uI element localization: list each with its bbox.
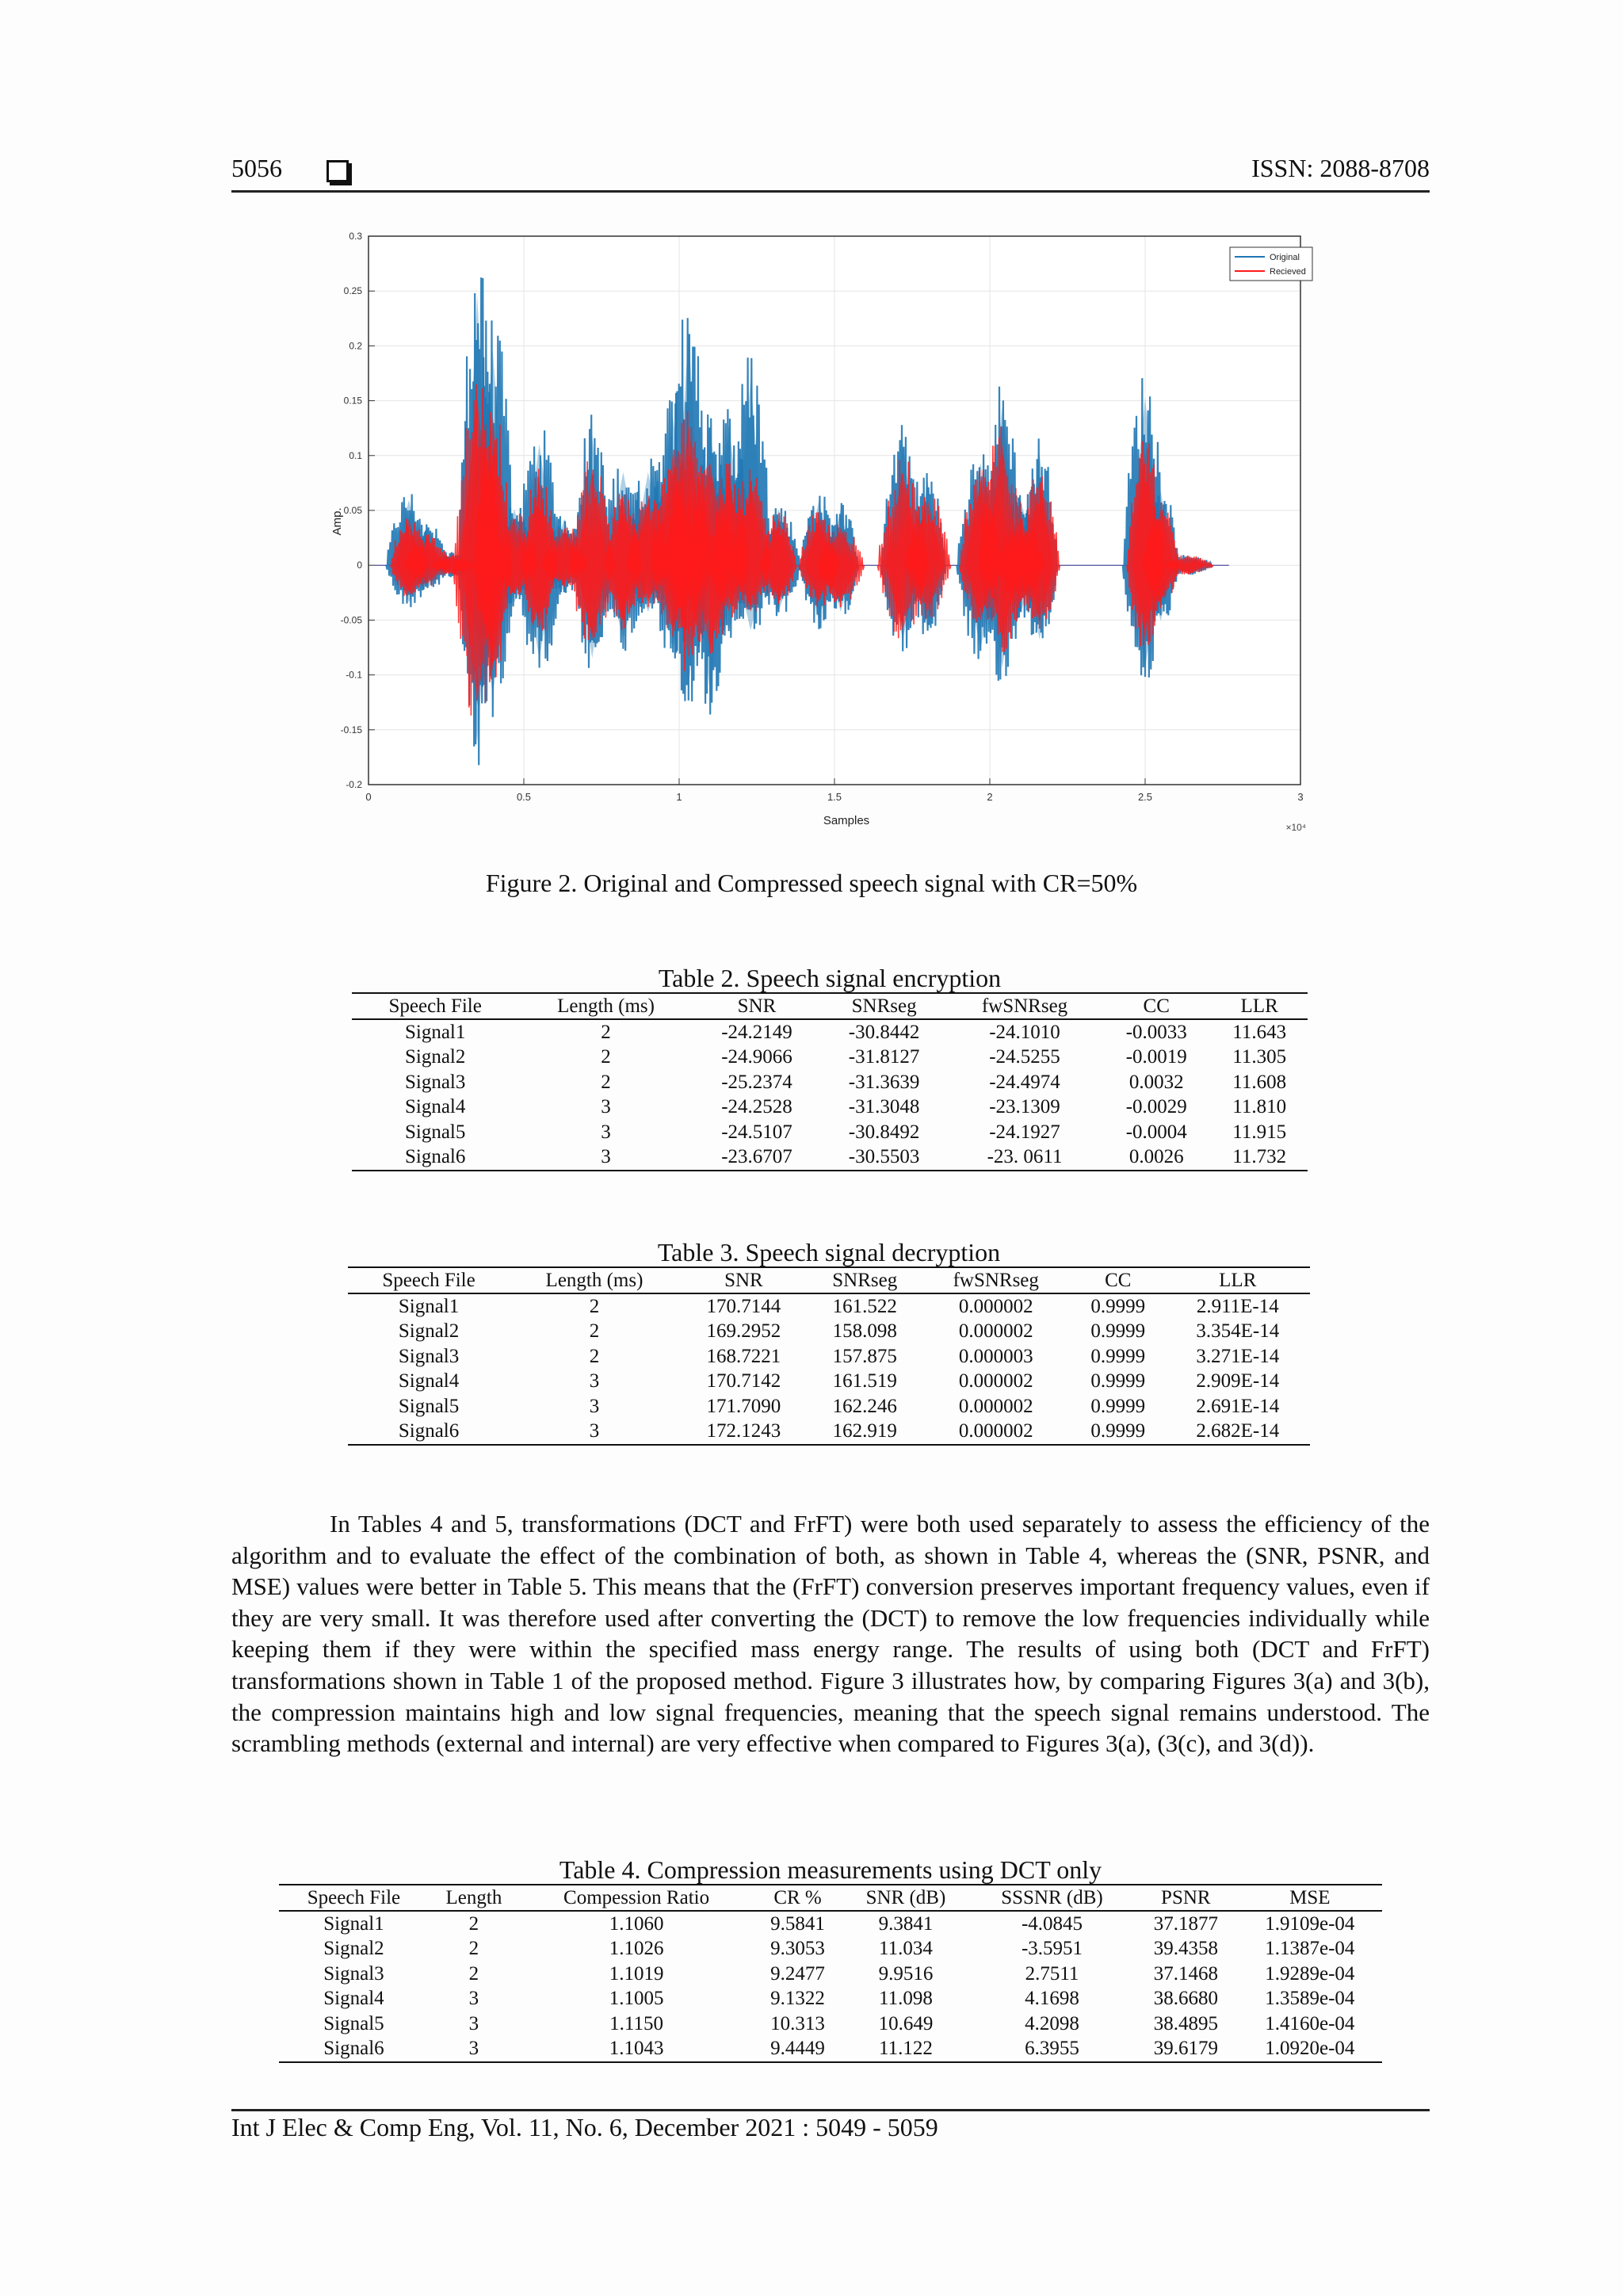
table-header-cell: SNR — [679, 1267, 808, 1293]
table-cell: 3.354E-14 — [1196, 1320, 1280, 1343]
table-cell: 6.3955 — [970, 2037, 1134, 2063]
y-tick-label: -0.15 — [340, 724, 362, 735]
table-cell: 2 — [468, 1912, 479, 1935]
table-2 — [352, 964, 1308, 1171]
table-cell: 1.0920e-04 — [1238, 2037, 1382, 2063]
y-tick-label: 0 — [357, 560, 362, 571]
table-cell: 2 — [468, 1938, 479, 1960]
table-cell: 170.7144 — [706, 1295, 781, 1317]
table-row — [348, 1419, 1310, 1446]
table-cell: -30.8492 — [848, 1121, 920, 1143]
table-cell: 2 — [601, 1071, 611, 1093]
table-row — [348, 1320, 1310, 1345]
table-cell: 3 — [601, 1096, 611, 1118]
table-cell: 38.4895 — [1153, 2012, 1218, 2034]
table-cell: 11.305 — [1232, 1046, 1287, 1068]
table-cell: Signal6 — [348, 1419, 510, 1446]
table-cell: Signal3 — [323, 1962, 384, 1985]
table-cell: 2 — [468, 1962, 479, 1985]
y-tick-label: 0.15 — [343, 395, 362, 407]
table-cell: -24.4974 — [989, 1071, 1060, 1093]
table-cell: 2 — [589, 1320, 600, 1343]
table-row — [348, 1293, 1310, 1320]
y-tick-label: 0.1 — [349, 449, 362, 461]
table-row — [279, 1962, 1382, 1987]
table-cell: 3 — [589, 1370, 600, 1392]
table-cell: 1.1026 — [609, 1938, 664, 1960]
figure-caption: Figure 2. Original and Compressed speech signal with CR=50% — [485, 869, 1138, 897]
x-tick-label: 1 — [676, 791, 682, 803]
table-cell: 168.7221 — [706, 1345, 781, 1367]
table-cell: 1.4160e-04 — [1265, 2012, 1355, 2034]
table-header-cell: SNR (dB) — [842, 1885, 970, 1911]
table-cell: 2.911E-14 — [1196, 1295, 1279, 1317]
y-tick-label: 0.05 — [343, 505, 362, 516]
table-cell: 9.3053 — [770, 1938, 825, 1960]
table-cell: -30.8442 — [848, 1021, 920, 1043]
table-header-cell: Speech File — [352, 993, 518, 1019]
table-cell: 161.522 — [832, 1295, 897, 1317]
table-header-cell: CR % — [754, 1885, 842, 1911]
table-cell: 11.608 — [1232, 1071, 1287, 1093]
table-cell: 0.9999 — [1071, 1419, 1166, 1446]
table-row — [352, 1145, 1308, 1171]
y-tick-label: 0.3 — [349, 231, 362, 242]
table-cell: 10.313 — [770, 2012, 825, 2034]
table-cell: Signal4 — [398, 1370, 460, 1392]
table-header-cell: CC — [1102, 993, 1211, 1019]
table-cell: 2 — [601, 1021, 611, 1043]
table-cell: 0.000002 — [958, 1320, 1033, 1343]
table-cell: -24.9066 — [721, 1046, 792, 1068]
table-header-cell: Length (ms) — [510, 1267, 679, 1293]
table-cell: 0.000002 — [958, 1370, 1033, 1392]
table-cell: 9.9516 — [878, 1962, 934, 1985]
table-cell: Signal4 — [404, 1096, 466, 1118]
table-cell: 157.875 — [832, 1345, 897, 1367]
table-cell: 1.3589e-04 — [1265, 1988, 1355, 2010]
table-cell: 1.1019 — [609, 1962, 664, 1985]
table-cell: 11.643 — [1232, 1021, 1287, 1043]
table-cell: 9.5841 — [770, 1912, 825, 1935]
table-cell: 11.098 — [879, 1988, 933, 2010]
body-paragraph: In Tables 4 and 5, transformations (DCT and FrFT) were both used separately to assess the efficiency of the algorithm and to evaluate the effect of the combination of both, as shown in Table 4, whereas the (SNR, PSNR, and MSE) values were better in Table 5. This means that the (FrFT) conversion preserves important frequency values, even if they are very small. It was therefore used after converting the (DCT) to remove the low frequencies individually while keeping them if they were within the specified mass energy range. The results of using both (DCT and FrFT) transformations shown in Table 1 of the proposed method. Figure 3 illustrates how, by comparing Figures 3(a) and 3(b), the compression maintains high and low signal frequencies, meaning that the speech signal remains understood. The scrambling methods (external and internal) are very effective when compared to Figures 3(a), (3(c), and 3(d)). — [231, 1510, 1430, 1758]
table-header-cell: MSE — [1238, 1885, 1382, 1911]
table-cell: 2 — [589, 1295, 600, 1317]
table-cell: 37.1877 — [1153, 1912, 1218, 1935]
table-cell: -3.5951 — [1021, 1938, 1083, 1960]
table-cell: 0.0032 — [1128, 1071, 1184, 1093]
table-cell: 11.915 — [1232, 1121, 1287, 1143]
table-header-cell: LLR — [1166, 1267, 1310, 1293]
table-cell: 38.6680 — [1153, 1988, 1218, 2010]
table-cell: 162.919 — [808, 1419, 922, 1446]
table-cell: 162.246 — [832, 1395, 897, 1417]
table-cell: Signal5 — [323, 2012, 384, 2034]
table-2-title: Table 2. Speech signal encryption — [658, 964, 1002, 992]
table-cell: 3 — [468, 2012, 479, 2034]
table-cell: Signal5 — [404, 1121, 466, 1143]
table-cell: -0.0004 — [1125, 1121, 1187, 1143]
y-tick-label: -0.1 — [346, 669, 362, 681]
table-cell: 158.098 — [832, 1320, 897, 1343]
journal-citation: Int J Elec & Comp Eng, Vol. 11, No. 6, December 2021 : 5049 - 5059 — [231, 2113, 938, 2141]
table-cell: 3.271E-14 — [1196, 1345, 1280, 1367]
table-cell: 1.9109e-04 — [1265, 1912, 1355, 1935]
table-cell: 0.9999 — [1090, 1295, 1146, 1317]
table-2-grid — [352, 992, 1308, 1171]
table-row — [279, 1911, 1382, 1937]
table-cell: 0.9999 — [1090, 1395, 1146, 1417]
issn: ISSN: 2088-8708 — [1251, 154, 1430, 182]
table-cell: Signal2 — [404, 1046, 466, 1068]
chart-legend — [1230, 247, 1312, 281]
table-cell: -31.8127 — [848, 1046, 920, 1068]
table-cell: 1.1005 — [609, 1988, 664, 2010]
table-cell: -31.3048 — [848, 1096, 920, 1118]
table-cell: 9.2477 — [770, 1962, 825, 1985]
page-number: 5056 — [231, 154, 282, 182]
x-tick-label: 0.5 — [516, 791, 532, 803]
table-header-cell: SSSNR (dB) — [970, 1885, 1134, 1911]
table-header-cell: Compession Ratio — [519, 1885, 754, 1911]
table-cell: 39.4358 — [1153, 1938, 1218, 1960]
table-cell: Signal6 — [352, 1145, 518, 1171]
table-cell: -24.2149 — [721, 1021, 792, 1043]
table-header-cell: CC — [1071, 1267, 1166, 1293]
x-tick-label: 1.5 — [827, 791, 842, 803]
table-cell: 3 — [429, 2037, 519, 2063]
table-cell: Signal2 — [398, 1320, 460, 1343]
y-tick-label: -0.2 — [346, 779, 362, 790]
x-tick-label: 0 — [365, 791, 372, 803]
table-cell: 2.909E-14 — [1196, 1370, 1280, 1392]
table-cell: 170.7142 — [706, 1370, 781, 1392]
table-row — [352, 1045, 1308, 1071]
table-cell: 3 — [601, 1121, 611, 1143]
table-cell: Signal4 — [323, 1988, 384, 2010]
x-tick-label: 3 — [1297, 791, 1304, 803]
table-cell: 1.1043 — [519, 2037, 754, 2063]
table-cell: 9.3841 — [878, 1912, 934, 1935]
table-cell: 171.7090 — [706, 1395, 781, 1417]
x-axis-label: Samples — [823, 814, 870, 827]
speech-signal-chart — [317, 228, 1331, 846]
table-header-cell: Speech File — [279, 1885, 429, 1911]
table-cell: 1.1150 — [609, 2012, 663, 2034]
table-cell: 4.2098 — [1025, 2012, 1079, 2034]
table-cell: -24.5255 — [989, 1046, 1060, 1068]
table-cell: 0.000002 — [922, 1419, 1071, 1446]
table-row — [348, 1344, 1310, 1370]
table-cell: Signal3 — [398, 1345, 460, 1367]
table-cell: -23. 0611 — [948, 1145, 1102, 1171]
table-header-cell: fwSNRseg — [948, 993, 1102, 1019]
y-tick-label: 0.25 — [343, 285, 362, 297]
table-4-grid — [279, 1884, 1382, 2063]
table-cell: Signal1 — [404, 1021, 466, 1043]
table-3 — [348, 1238, 1310, 1446]
y-axis-label: Amp. — [330, 507, 344, 536]
table-row — [348, 1370, 1310, 1395]
table-cell: 161.519 — [832, 1370, 897, 1392]
table-cell: 10.649 — [878, 2012, 934, 2034]
table-cell: -24.5107 — [721, 1121, 792, 1143]
footer-rule — [231, 2109, 1430, 2111]
x-tick-label: 2.5 — [1137, 791, 1153, 803]
table-cell: 1.1060 — [609, 1912, 664, 1935]
table-cell: -0.0033 — [1125, 1021, 1187, 1043]
table-cell: 3 — [589, 1395, 600, 1417]
table-cell: -30.5503 — [820, 1145, 948, 1171]
table-cell: 39.6179 — [1134, 2037, 1238, 2063]
table-cell: 11.732 — [1211, 1145, 1308, 1171]
table-cell: 2.691E-14 — [1196, 1395, 1280, 1417]
table-header-cell: Length (ms) — [518, 993, 693, 1019]
table-cell: -0.0019 — [1125, 1046, 1187, 1068]
table-cell: Signal3 — [404, 1071, 466, 1093]
table-row — [279, 2011, 1382, 2037]
table-header-cell: SNRseg — [820, 993, 948, 1019]
y-tick-label: 0.2 — [349, 340, 362, 352]
table-4-title: Table 4. Compression measurements using DCT only — [559, 1855, 1102, 1884]
table-cell: 0.9999 — [1090, 1345, 1146, 1367]
table-cell: -24.2528 — [721, 1096, 792, 1118]
table-cell: 2.7511 — [1025, 1962, 1079, 1985]
y-tick-label: -0.05 — [340, 614, 362, 626]
table-cell: 0.000003 — [958, 1345, 1033, 1367]
table-cell: 0.9999 — [1090, 1370, 1146, 1392]
table-cell: 4.1698 — [1025, 1988, 1079, 2010]
table-3-grid — [348, 1266, 1310, 1446]
table-row — [352, 1070, 1308, 1095]
table-cell: 3 — [510, 1419, 679, 1446]
table-3-title: Table 3. Speech signal decryption — [657, 1238, 1001, 1266]
table-row — [352, 1019, 1308, 1045]
table-cell: -23.1309 — [989, 1096, 1060, 1118]
table-row — [352, 1095, 1308, 1121]
table-cell: 1.1387e-04 — [1265, 1938, 1355, 1960]
table-cell: 11.810 — [1232, 1096, 1287, 1118]
table-cell: Signal1 — [398, 1295, 460, 1317]
table-cell: 9.4449 — [754, 2037, 842, 2063]
table-cell: 0.0026 — [1102, 1145, 1211, 1171]
table-cell: Signal1 — [323, 1912, 384, 1935]
table-cell: 9.1322 — [770, 1988, 825, 2010]
table-header-cell: SNRseg — [808, 1267, 922, 1293]
table-row — [348, 1394, 1310, 1419]
square-bullet-icon — [327, 160, 349, 182]
table-row — [279, 2037, 1382, 2063]
table-cell: 11.034 — [879, 1938, 933, 1960]
table-header-cell: PSNR — [1134, 1885, 1238, 1911]
table-4 — [279, 1855, 1382, 2063]
table-header-cell: Length — [429, 1885, 519, 1911]
table-header-cell: fwSNRseg — [922, 1267, 1071, 1293]
table-cell: -24.1927 — [989, 1121, 1060, 1143]
table-cell: 169.2952 — [706, 1320, 781, 1343]
table-cell: 2 — [601, 1046, 611, 1068]
table-header-cell: LLR — [1211, 993, 1308, 1019]
table-cell: 172.1243 — [679, 1419, 808, 1446]
table-cell: 0.9999 — [1090, 1320, 1146, 1343]
table-cell: -31.3639 — [848, 1071, 920, 1093]
table-header-cell: Speech File — [348, 1267, 510, 1293]
table-cell: Signal6 — [279, 2037, 429, 2063]
table-cell: -25.2374 — [721, 1071, 792, 1093]
table-cell: -23.6707 — [693, 1145, 821, 1171]
table-cell: 11.122 — [842, 2037, 970, 2063]
table-cell: 3 — [518, 1145, 693, 1171]
table-cell: 0.000002 — [958, 1395, 1033, 1417]
table-cell: 0.000002 — [958, 1295, 1033, 1317]
table-row — [279, 1937, 1382, 1962]
table-row — [279, 1987, 1382, 2012]
header-rule — [231, 190, 1430, 193]
table-cell: Signal2 — [323, 1938, 384, 1960]
table-cell: Signal5 — [398, 1395, 460, 1417]
legend-label-original: Original — [1270, 253, 1300, 262]
table-cell: 2 — [589, 1345, 600, 1367]
table-cell: -24.1010 — [989, 1021, 1060, 1043]
table-header-cell: SNR — [693, 993, 821, 1019]
legend-label-received: Recieved — [1270, 267, 1306, 277]
table-row — [352, 1120, 1308, 1145]
table-cell: -0.0029 — [1125, 1096, 1187, 1118]
x-multiplier-label: ×10⁴ — [1285, 822, 1306, 833]
table-cell: 37.1468 — [1153, 1962, 1218, 1985]
table-cell: -4.0845 — [1021, 1912, 1083, 1935]
table-cell: 2.682E-14 — [1166, 1419, 1310, 1446]
table-cell: 3 — [468, 1988, 479, 2010]
x-tick-label: 2 — [987, 791, 993, 803]
table-cell: 1.9289e-04 — [1265, 1962, 1355, 1985]
